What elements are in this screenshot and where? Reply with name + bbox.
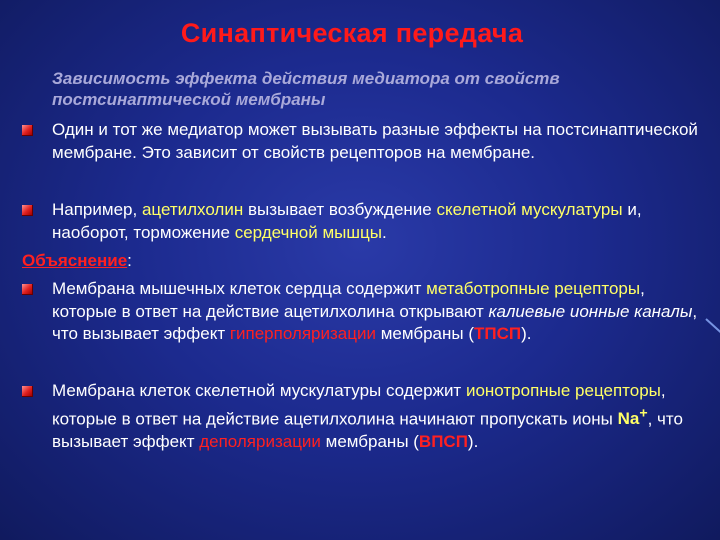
explanation-colon: : [127,251,132,270]
highlight-metabotropic-receptors: метаботропные рецепторы [426,279,641,298]
highlight-cardiac-muscle: сердечной мышцы [234,222,382,242]
bullet-square-icon [22,205,33,216]
text-run: Мембрана клеток скелетной мускулатуры содержит [52,381,466,400]
text-run: вызывает возбуждение [243,200,437,219]
bullet-text-1: Один и тот же медиатор может вызывать разные эффекты на постсинаптической мембране. Это зависит от свойств рецепторов на мембране. [52,120,698,162]
text-run: Например, [52,200,142,219]
slide-title: Синаптическая передача [180,18,524,48]
highlight-potassium-channels: калиевые ионные каналы [488,301,693,321]
text-run: мембраны ( [320,431,419,451]
highlight-skeletal-muscle: скелетной мускулатуры [436,200,623,219]
highlight-ionotropic-receptors: ионотропные рецепторы [465,381,661,400]
bullet-square-icon [22,125,33,136]
highlight-tpsp: ТПСП [473,324,522,343]
highlight-acetylcholine: ацетилхолин [141,200,244,219]
text-run: . [381,222,387,242]
text-run: ). [521,324,532,343]
explanation-heading [22,250,132,273]
bullet-text-3 [52,278,702,346]
decorative-line [705,318,720,334]
highlight-depolarization: деполяризации [199,431,321,451]
text-run: ). [467,431,479,451]
text-run: , которые в ответ на действие ацетилхолина начинают пропускать ионы [52,381,666,429]
slide-subtitle: Зависимость эффекта действия медиатора от свойств постсинаптической мембраны [52,69,560,109]
bullet-text-2 [52,199,702,244]
sodium-charge: + [639,405,648,422]
highlight-vpsp: ВПСП [418,431,468,451]
bullet-text-4 [52,380,702,453]
highlight-sodium [617,405,648,429]
explanation-label: Объяснение [22,251,128,270]
text-run: и, наоборот, торможение [52,200,642,242]
text-run: мембраны ( [375,324,474,343]
text-run: , что вызывает эффект [52,409,683,451]
text-run: , которые в ответ на действие ацетилхолина открывают [52,279,645,321]
bullet-square-icon [22,284,33,295]
highlight-hyperpolarization: гиперполяризации [229,324,376,343]
bullet-square-icon [22,386,33,397]
text-run: Мембрана мышечных клеток сердца содержит [52,279,427,298]
sodium-symbol: Na [617,409,640,429]
text-run: , что вызывает эффект [52,301,698,343]
